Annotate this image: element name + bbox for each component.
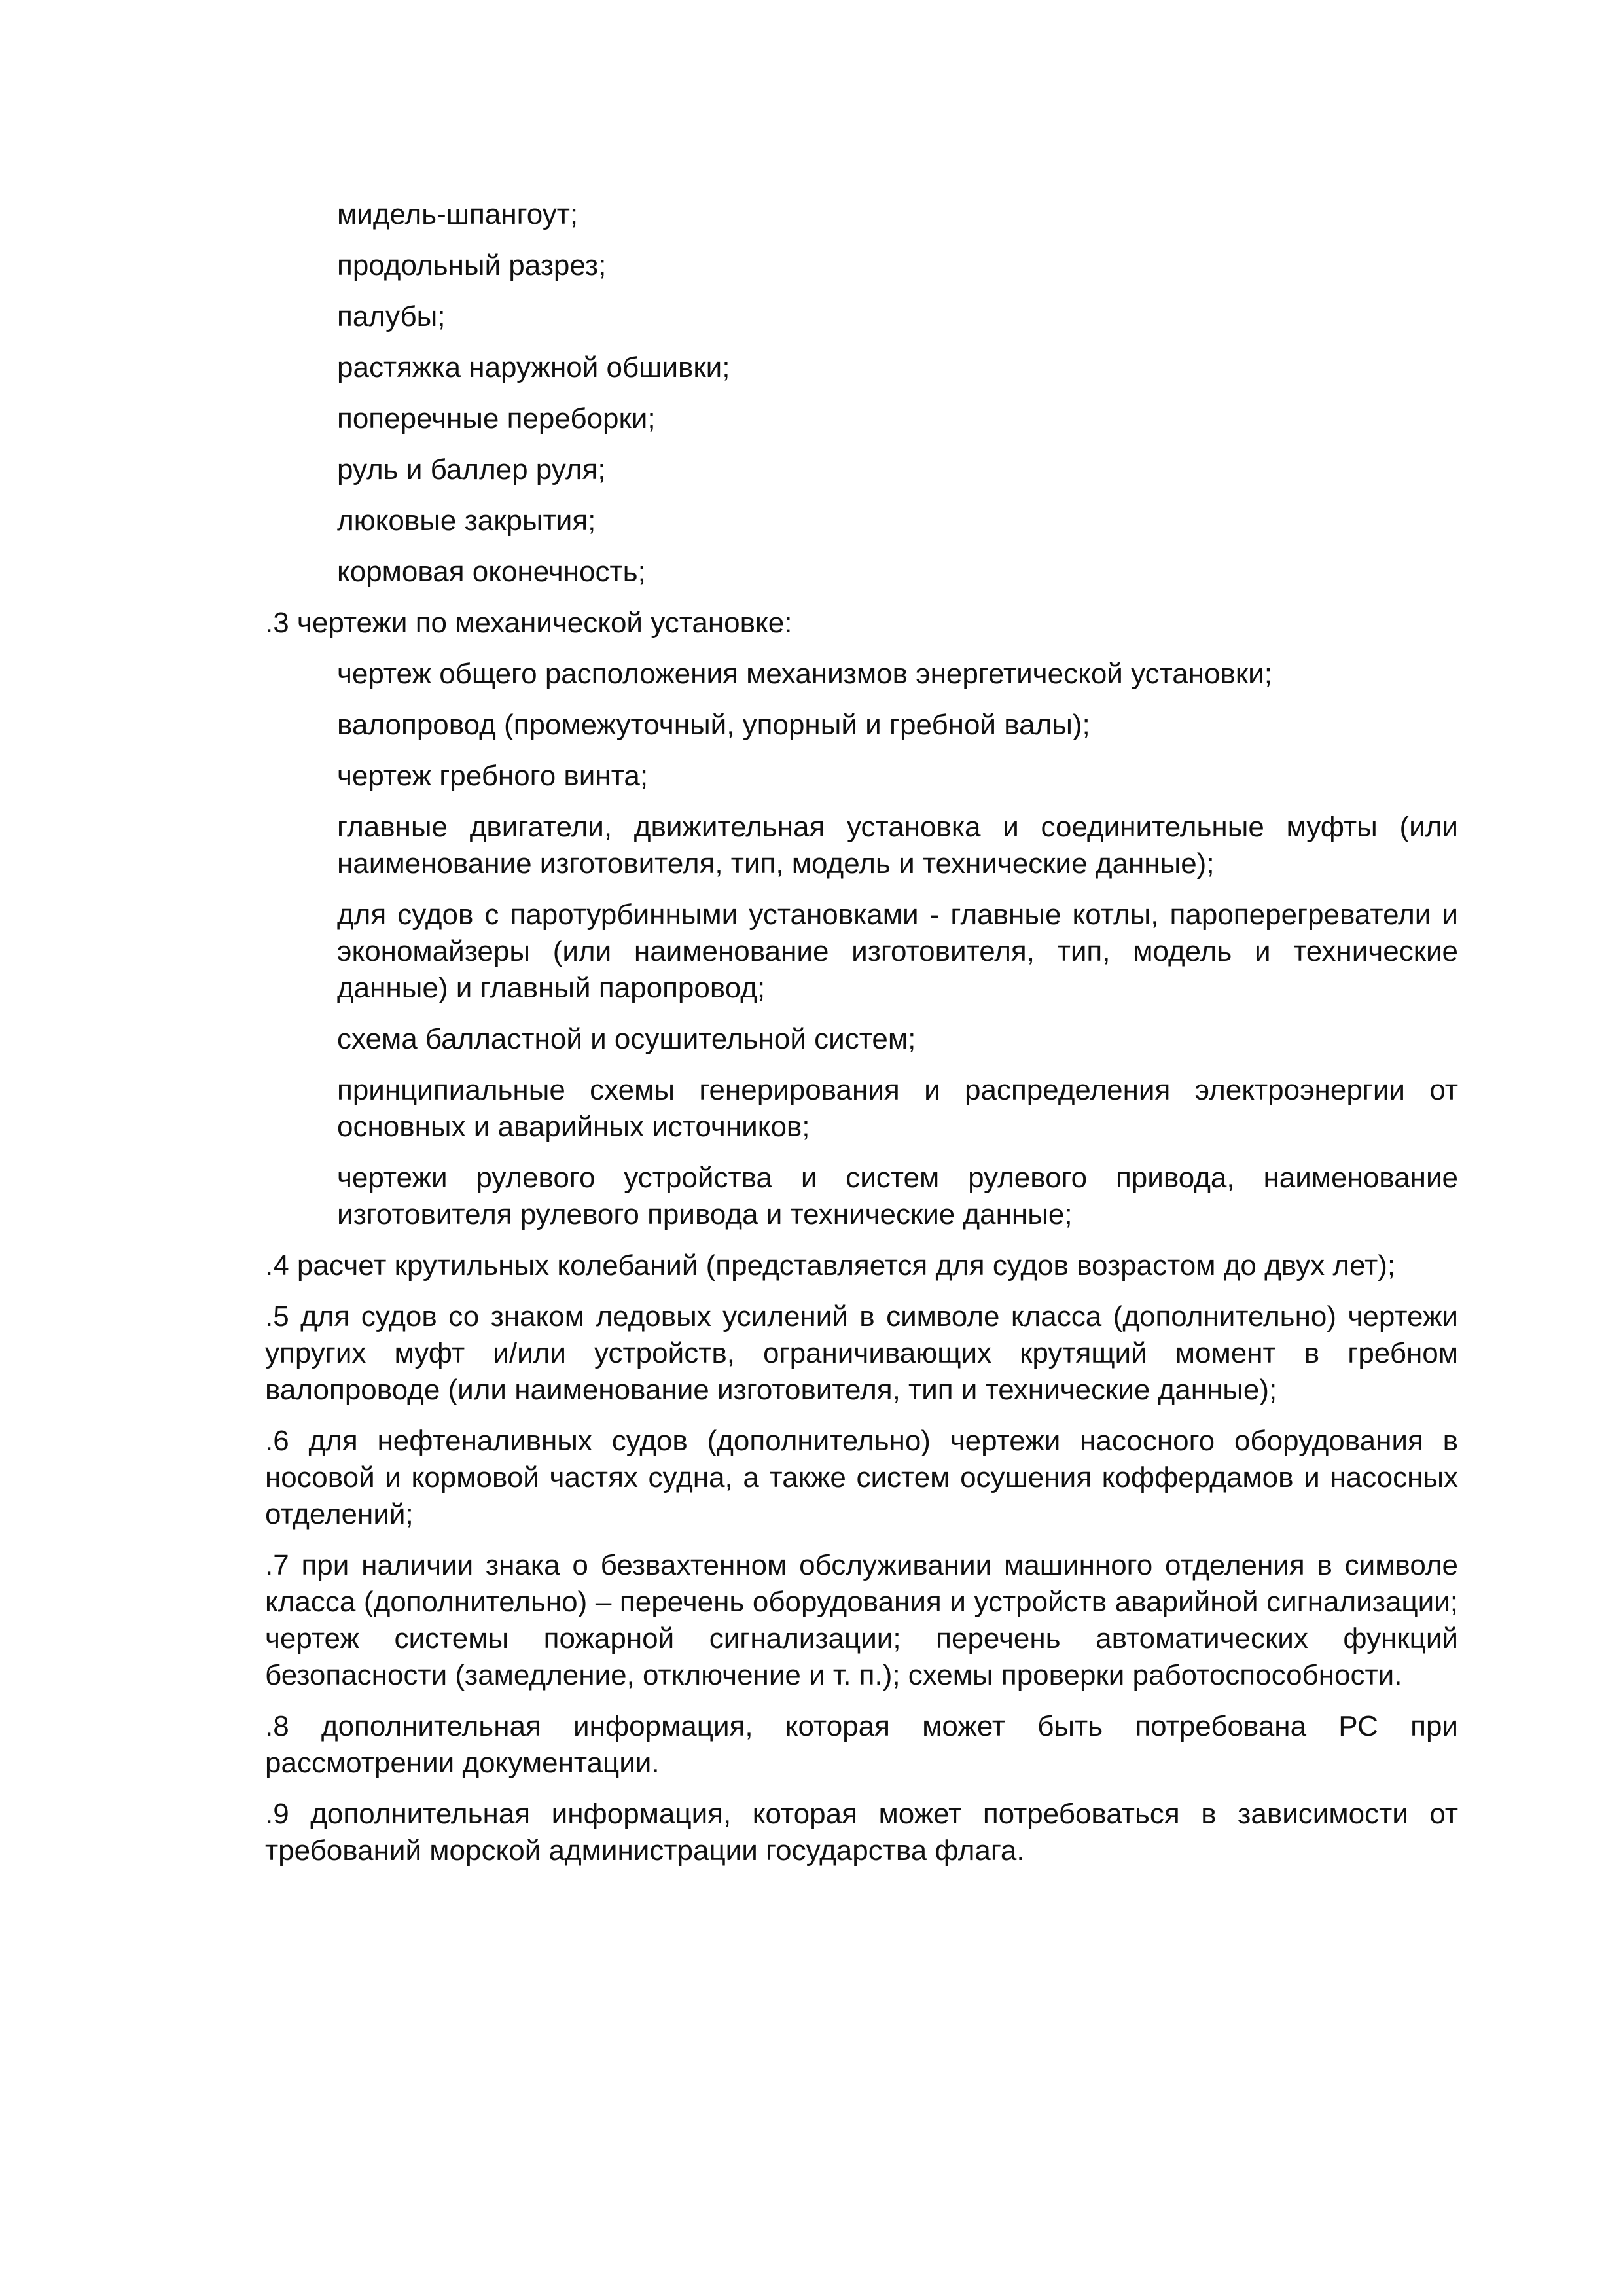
list-item: чертежи рулевого устройства и систем рулевого привода, наименование изготовителя рулевого привода и технические данные;: [337, 1162, 1458, 1230]
section-heading-3: .3 чертежи по механической установке:: [265, 607, 793, 639]
list-item: чертеж гребного винта;: [337, 760, 649, 792]
list-item: принципиальные схемы генерирования и распределения электроэнергии от основных и аварийных источников;: [337, 1074, 1458, 1143]
list-item: валопровод (промежуточный, упорный и гребной валы);: [337, 709, 1090, 741]
paragraph-item-8: .8 дополнительная информация, которая может быть потребована РС при рассмотрении документации.: [265, 1710, 1458, 1779]
paragraph-item-5: .5 для судов со знаком ледовых усилений в символе класса (дополнительно) чертежи упругих муфт и/или устройств, ограничивающих крутящий момент в гребном валопроводе (или наименование изготовителя, тип и технические данные);: [265, 1300, 1458, 1406]
paragraph-item-6: .6 для нефтеналивных судов (дополнительно) чертежи насосного оборудования в носовой и кормовой частях судна, а также систем осушения коффердамов и насосных отделений;: [265, 1425, 1458, 1530]
paragraph-item-9: .9 дополнительная информация, которая может потребоваться в зависимости от требований морской администрации государства флага.: [265, 1798, 1458, 1867]
paragraph-item-4: .4 расчет крутильных колебаний (представляется для судов возрастом до двух лет);: [265, 1249, 1396, 1282]
list-item: схема балластной и осушительной систем;: [337, 1023, 916, 1055]
list-item: люковые закрытия;: [337, 505, 596, 537]
list-item: палубы;: [337, 300, 446, 332]
list-item: продольный разрез;: [337, 249, 607, 281]
document-body: [0, 196, 1623, 1869]
list-item: мидель-шпангоут;: [337, 198, 579, 230]
list-item: главные двигатели, движительная установка и соединительные муфты (или наименование изготовителя, тип, модель и технические данные);: [337, 811, 1458, 880]
list-item: поперечные переборки;: [337, 403, 656, 435]
list-item: руль и баллер руля;: [337, 454, 606, 486]
list-item: чертеж общего расположения механизмов энергетической установки;: [337, 658, 1272, 690]
list-item: растяжка наружной обшивки;: [337, 351, 730, 384]
list-item: кормовая оконечность;: [337, 556, 646, 588]
paragraph-item-7: .7 при наличии знака о безвахтенном обслуживании машинного отделения в символе класса (дополнительно) – перечень оборудования и устройств аварийной сигнализации; чертеж системы пожарной сигнализации; перечень автоматических функций безопасности (замедление, отключение и т. п.); схемы проверки работоспособности.: [265, 1549, 1458, 1691]
list-item: для судов с паротурбинными установками - главные котлы, пароперегреватели и экономайзеры (или наименование изготовителя, тип, модель и технические данные) и главный паропровод;: [337, 899, 1458, 1004]
